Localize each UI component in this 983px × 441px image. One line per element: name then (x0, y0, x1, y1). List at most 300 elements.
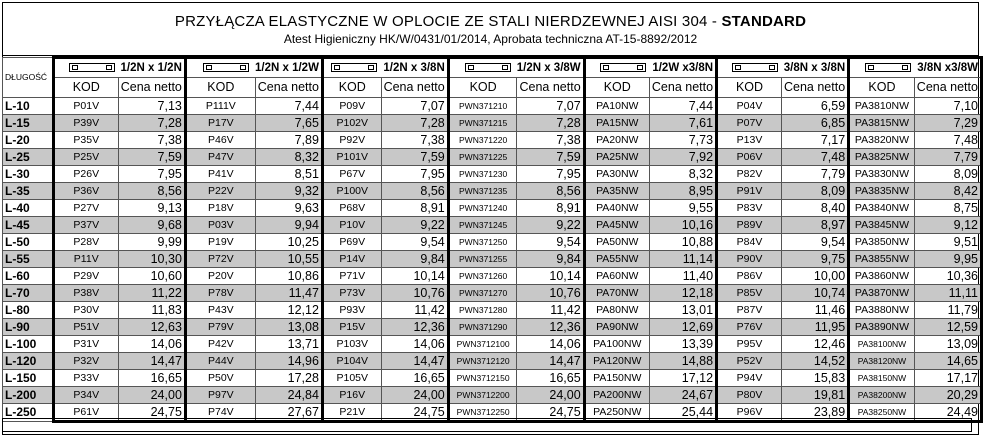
price-cell: 12,36 (381, 319, 448, 336)
price-cell: 24,84 (255, 387, 322, 404)
price-cell: 10,74 (781, 285, 848, 302)
price-cell: 8,09 (914, 166, 981, 183)
price-cell: 11,42 (517, 302, 584, 319)
group-header (584, 58, 716, 78)
price-cell: 16,65 (517, 370, 584, 387)
price-cell: 7,28 (517, 115, 584, 132)
length-cell: L-120 (3, 353, 54, 370)
code-cell: P39V (53, 115, 118, 132)
length-cell: L-90 (3, 319, 54, 336)
price-cell: 7,89 (255, 132, 322, 149)
code-cell: PA38100NW (849, 336, 915, 353)
price-cell: 7,38 (118, 132, 185, 149)
price-cell: 9,54 (781, 234, 848, 251)
price-cell: 7,17 (781, 132, 848, 149)
header-group-row (3, 58, 982, 78)
kod-header: KOD (717, 78, 782, 98)
code-cell: PA3810NW (849, 98, 915, 115)
price-cell: 14,47 (118, 353, 185, 370)
price-cell: 12,18 (649, 285, 716, 302)
kod-header: KOD (322, 78, 381, 98)
price-cell: 24,67 (649, 387, 716, 404)
code-cell: P11V (53, 251, 118, 268)
length-column-header: DŁUGOŚĆ (3, 58, 54, 98)
code-cell: PA3840NW (849, 200, 915, 217)
code-cell: PA30NW (584, 166, 649, 183)
price-cell: 10,88 (649, 234, 716, 251)
price-cell: 7,38 (517, 132, 584, 149)
code-cell: PA90NW (584, 319, 649, 336)
price-cell: 6,85 (781, 115, 848, 132)
price-cell: 7,28 (381, 115, 448, 132)
code-cell: P69V (322, 234, 381, 251)
kod-header: KOD (584, 78, 649, 98)
code-cell: PA50NW (584, 234, 649, 251)
price-cell: 12,36 (517, 319, 584, 336)
code-cell: PA25NW (584, 149, 649, 166)
price-cell: 11,42 (381, 302, 448, 319)
code-cell: PWN371230 (448, 166, 517, 183)
table-row (3, 234, 982, 251)
code-cell: P06V (717, 149, 782, 166)
title-block (3, 3, 978, 56)
code-cell: P93V (322, 302, 381, 319)
table-row (3, 285, 982, 302)
price-cell: 6,59 (781, 98, 848, 115)
hose-icon (69, 63, 115, 72)
code-cell: PWN371225 (448, 149, 517, 166)
price-cell: 8,42 (914, 183, 981, 200)
code-cell: P47V (185, 149, 255, 166)
price-cell: 7,59 (381, 149, 448, 166)
code-cell: P07V (717, 115, 782, 132)
price-cell: 8,09 (781, 183, 848, 200)
length-cell: L-35 (3, 183, 54, 200)
price-header: Cena netto (381, 78, 448, 98)
price-cell: 11,22 (118, 285, 185, 302)
price-cell: 12,12 (255, 302, 322, 319)
code-cell: PA38250NW (849, 404, 915, 422)
price-cell: 8,91 (381, 200, 448, 217)
price-cell: 17,17 (914, 370, 981, 387)
code-cell: PA45NW (584, 217, 649, 234)
code-cell: PWN3712150 (448, 370, 517, 387)
length-cell: L-250 (3, 404, 54, 422)
price-cell: 12,63 (118, 319, 185, 336)
price-cell: 9,51 (914, 234, 981, 251)
table-row (3, 200, 982, 217)
code-cell: P43V (185, 302, 255, 319)
price-cell: 7,95 (517, 166, 584, 183)
price-cell: 24,75 (381, 404, 448, 422)
code-cell: PWN3712100 (448, 336, 517, 353)
code-cell: P82V (717, 166, 782, 183)
price-cell: 7,28 (118, 115, 185, 132)
code-cell: P10V (322, 217, 381, 234)
document-title (3, 13, 978, 30)
price-cell: 8,32 (649, 166, 716, 183)
code-cell: PWN371280 (448, 302, 517, 319)
price-cell: 9,95 (914, 251, 981, 268)
code-cell: PWN371235 (448, 183, 517, 200)
price-cell: 19,81 (781, 387, 848, 404)
price-cell: 9,54 (381, 234, 448, 251)
group-label: 1/2N x 1/2W (255, 61, 319, 74)
table-row (3, 166, 982, 183)
code-cell: P20V (185, 268, 255, 285)
group-label: 3/8N x 3/8N (783, 61, 846, 74)
price-cell: 13,08 (255, 319, 322, 336)
code-cell: PA3825NW (849, 149, 915, 166)
table-row (3, 336, 982, 353)
price-cell: 7,10 (914, 98, 981, 115)
length-cell: L-100 (3, 336, 54, 353)
code-cell: PWN371215 (448, 115, 517, 132)
price-cell: 12,59 (914, 319, 981, 336)
code-cell: P84V (717, 234, 782, 251)
length-cell: L-200 (3, 387, 54, 404)
table-row (3, 115, 982, 132)
price-cell: 13,01 (649, 302, 716, 319)
code-cell: P14V (322, 251, 381, 268)
length-cell: L-15 (3, 115, 54, 132)
code-cell: P36V (53, 183, 118, 200)
footer-strip (2, 418, 972, 432)
hose-icon (865, 63, 911, 72)
group-label: 3/8N x3/8W (917, 61, 978, 74)
code-cell: PA250NW (584, 404, 649, 422)
code-cell: P38V (53, 285, 118, 302)
code-cell: PA38120NW (849, 353, 915, 370)
code-cell: PA150NW (584, 370, 649, 387)
kod-header: KOD (53, 78, 118, 98)
price-cell: 9,84 (381, 251, 448, 268)
price-cell: 11,83 (118, 302, 185, 319)
code-cell: PA10NW (584, 98, 649, 115)
code-cell: PWN371270 (448, 285, 517, 302)
code-cell: P87V (717, 302, 782, 319)
price-cell: 8,40 (781, 200, 848, 217)
price-cell: 20,29 (914, 387, 981, 404)
price-cell: 16,65 (381, 370, 448, 387)
code-cell: PWN371255 (448, 251, 517, 268)
price-cell: 8,56 (118, 183, 185, 200)
code-cell: PA3850NW (849, 234, 915, 251)
group-header (53, 58, 185, 78)
price-cell: 12,69 (649, 319, 716, 336)
code-cell: PA55NW (584, 251, 649, 268)
price-cell: 7,07 (381, 98, 448, 115)
hose-icon (203, 63, 249, 72)
code-cell: P83V (717, 200, 782, 217)
price-cell: 11,95 (781, 319, 848, 336)
price-cell: 7,61 (649, 115, 716, 132)
hose-icon (465, 63, 511, 72)
price-cell: 10,14 (381, 268, 448, 285)
code-cell: P80V (717, 387, 782, 404)
code-cell: P15V (322, 319, 381, 336)
code-cell: PA3880NW (849, 302, 915, 319)
price-cell: 14,47 (381, 353, 448, 370)
price-cell: 7,92 (649, 149, 716, 166)
hose-icon (331, 63, 377, 72)
price-cell: 24,00 (381, 387, 448, 404)
code-cell: PA38150NW (849, 370, 915, 387)
code-cell: P42V (185, 336, 255, 353)
table-row (3, 98, 982, 115)
table-row (3, 353, 982, 370)
code-cell: P29V (53, 268, 118, 285)
price-cell: 7,48 (781, 149, 848, 166)
table-row (3, 251, 982, 268)
code-cell: PWN371210 (448, 98, 517, 115)
price-cell: 10,14 (517, 268, 584, 285)
code-cell: P71V (322, 268, 381, 285)
price-cell: 8,51 (255, 166, 322, 183)
code-cell: P85V (717, 285, 782, 302)
price-cell: 11,14 (649, 251, 716, 268)
header-column-row (3, 78, 982, 98)
price-cell: 7,79 (781, 166, 848, 183)
price-cell: 14,96 (255, 353, 322, 370)
price-cell: 8,75 (914, 200, 981, 217)
code-cell: PA38200NW (849, 387, 915, 404)
code-cell: PWN3712200 (448, 387, 517, 404)
code-cell: PA3815NW (849, 115, 915, 132)
code-cell: PA15NW (584, 115, 649, 132)
code-cell: P37V (53, 217, 118, 234)
price-cell: 7,79 (914, 149, 981, 166)
code-cell: P32V (53, 353, 118, 370)
code-cell: P51V (53, 319, 118, 336)
length-cell: L-45 (3, 217, 54, 234)
price-cell: 10,25 (255, 234, 322, 251)
price-cell: 7,44 (649, 98, 716, 115)
price-header: Cena netto (914, 78, 981, 98)
code-cell: P50V (185, 370, 255, 387)
code-cell: PA3855NW (849, 251, 915, 268)
code-cell: P100V (322, 183, 381, 200)
price-cell: 9,22 (381, 217, 448, 234)
code-cell: PWN371250 (448, 234, 517, 251)
code-cell: P68V (322, 200, 381, 217)
title-bold: STANDARD (721, 13, 807, 30)
code-cell: PWN371240 (448, 200, 517, 217)
price-cell: 17,28 (255, 370, 322, 387)
code-cell: P13V (717, 132, 782, 149)
price-cell: 10,76 (381, 285, 448, 302)
code-cell: PA3820NW (849, 132, 915, 149)
code-cell: P95V (717, 336, 782, 353)
price-cell: 27,67 (255, 404, 322, 422)
price-cell: 14,65 (914, 353, 981, 370)
price-cell: 11,40 (649, 268, 716, 285)
length-cell: L-80 (3, 302, 54, 319)
price-header: Cena netto (517, 78, 584, 98)
code-cell: PA80NW (584, 302, 649, 319)
price-header: Cena netto (649, 78, 716, 98)
code-cell: PA120NW (584, 353, 649, 370)
price-cell: 7,65 (255, 115, 322, 132)
table-row (3, 387, 982, 404)
code-cell: P79V (185, 319, 255, 336)
code-cell: PA100NW (584, 336, 649, 353)
code-cell: P01V (53, 98, 118, 115)
price-cell: 8,91 (517, 200, 584, 217)
code-cell: PA3830NW (849, 166, 915, 183)
code-cell: P73V (322, 285, 381, 302)
price-cell: 9,54 (517, 234, 584, 251)
price-header: Cena netto (118, 78, 185, 98)
group-label: 1/2N x 3/8N (383, 61, 445, 74)
code-cell: P30V (53, 302, 118, 319)
code-cell: PWN3712250 (448, 404, 517, 422)
document-subtitle: Atest Higieniczny HK/W/0431/01/2014, Aprobata techniczna AT-15-8892/2012 (283, 32, 698, 46)
table-row (3, 183, 982, 200)
price-cell: 17,12 (649, 370, 716, 387)
code-cell: P41V (185, 166, 255, 183)
code-cell: P52V (717, 353, 782, 370)
price-cell: 8,97 (781, 217, 848, 234)
table-row (3, 268, 982, 285)
price-cell: 7,29 (914, 115, 981, 132)
code-cell: P76V (717, 319, 782, 336)
price-cell: 9,68 (118, 217, 185, 234)
code-cell: PA20NW (584, 132, 649, 149)
group-label: 1/2N x 3/8W (516, 61, 581, 74)
code-cell: P78V (185, 285, 255, 302)
code-cell: P04V (717, 98, 782, 115)
length-cell: L-55 (3, 251, 54, 268)
code-cell: P46V (185, 132, 255, 149)
code-cell: P27V (53, 200, 118, 217)
price-header: Cena netto (255, 78, 322, 98)
price-cell: 23,89 (781, 404, 848, 422)
price-cell: 8,56 (381, 183, 448, 200)
length-cell: L-20 (3, 132, 54, 149)
code-cell: P16V (322, 387, 381, 404)
group-label: 1/2W x3/8N (652, 61, 714, 74)
price-cell: 10,60 (118, 268, 185, 285)
code-cell: P31V (53, 336, 118, 353)
code-cell: PA40NW (584, 200, 649, 217)
price-cell: 10,86 (255, 268, 322, 285)
price-cell: 9,12 (914, 217, 981, 234)
length-cell: L-150 (3, 370, 54, 387)
code-cell: P97V (185, 387, 255, 404)
group-header (448, 58, 584, 78)
code-cell: P89V (717, 217, 782, 234)
code-cell: P90V (717, 251, 782, 268)
group-header (849, 58, 982, 78)
price-cell: 10,00 (781, 268, 848, 285)
price-cell: 13,09 (914, 336, 981, 353)
hose-icon (732, 63, 778, 72)
code-cell: P105V (322, 370, 381, 387)
code-cell: P28V (53, 234, 118, 251)
table-row (3, 319, 982, 336)
code-cell: P61V (53, 404, 118, 422)
code-cell: PWN371245 (448, 217, 517, 234)
price-cell: 12,46 (781, 336, 848, 353)
length-cell: L-70 (3, 285, 54, 302)
price-cell: 10,55 (255, 251, 322, 268)
price-cell: 9,84 (517, 251, 584, 268)
code-cell: PWN371220 (448, 132, 517, 149)
code-cell: P21V (322, 404, 381, 422)
price-cell: 10,16 (649, 217, 716, 234)
kod-header: KOD (849, 78, 915, 98)
price-cell: 25,44 (649, 404, 716, 422)
price-cell: 9,13 (118, 200, 185, 217)
code-cell: P104V (322, 353, 381, 370)
kod-header: KOD (185, 78, 255, 98)
code-cell: PA60NW (584, 268, 649, 285)
price-cell: 9,94 (255, 217, 322, 234)
length-cell: L-40 (3, 200, 54, 217)
price-cell: 7,13 (118, 98, 185, 115)
price-cell: 8,95 (649, 183, 716, 200)
price-cell: 8,56 (517, 183, 584, 200)
code-cell: P22V (185, 183, 255, 200)
code-cell: P96V (717, 404, 782, 422)
kod-header: KOD (448, 78, 517, 98)
title-main: PRZYŁĄCZA ELASTYCZNE W OPLOCIE ZE STALI NIERDZEWNEJ AISI 304 - (174, 13, 722, 30)
price-cell: 7,44 (255, 98, 322, 115)
price-cell: 14,06 (118, 336, 185, 353)
price-cell: 9,75 (781, 251, 848, 268)
price-cell: 11,79 (914, 302, 981, 319)
price-cell: 11,46 (781, 302, 848, 319)
price-cell: 24,49 (914, 404, 981, 422)
code-cell: P19V (185, 234, 255, 251)
price-cell: 8,32 (255, 149, 322, 166)
code-cell: PWN371260 (448, 268, 517, 285)
hose-icon (600, 63, 646, 72)
price-cell: 9,99 (118, 234, 185, 251)
price-cell: 10,30 (118, 251, 185, 268)
code-cell: P44V (185, 353, 255, 370)
price-cell: 16,65 (118, 370, 185, 387)
code-cell: P94V (717, 370, 782, 387)
code-cell: P34V (53, 387, 118, 404)
price-cell: 24,00 (517, 387, 584, 404)
price-cell: 11,47 (255, 285, 322, 302)
price-cell: 7,95 (381, 166, 448, 183)
code-cell: PA3890NW (849, 319, 915, 336)
length-cell: L-50 (3, 234, 54, 251)
length-cell: L-10 (3, 98, 54, 115)
price-cell: 7,38 (381, 132, 448, 149)
price-cell: 15,83 (781, 370, 848, 387)
table-row (3, 132, 982, 149)
code-cell: P67V (322, 166, 381, 183)
code-cell: P25V (53, 149, 118, 166)
price-cell: 10,36 (914, 268, 981, 285)
table-row (3, 370, 982, 387)
table-row (3, 217, 982, 234)
price-cell: 7,59 (118, 149, 185, 166)
code-cell: P17V (185, 115, 255, 132)
code-cell: P72V (185, 251, 255, 268)
code-cell: P92V (322, 132, 381, 149)
price-cell: 9,22 (517, 217, 584, 234)
code-cell: P111V (185, 98, 255, 115)
code-cell: P91V (717, 183, 782, 200)
code-cell: P103V (322, 336, 381, 353)
code-cell: P18V (185, 200, 255, 217)
code-cell: P26V (53, 166, 118, 183)
